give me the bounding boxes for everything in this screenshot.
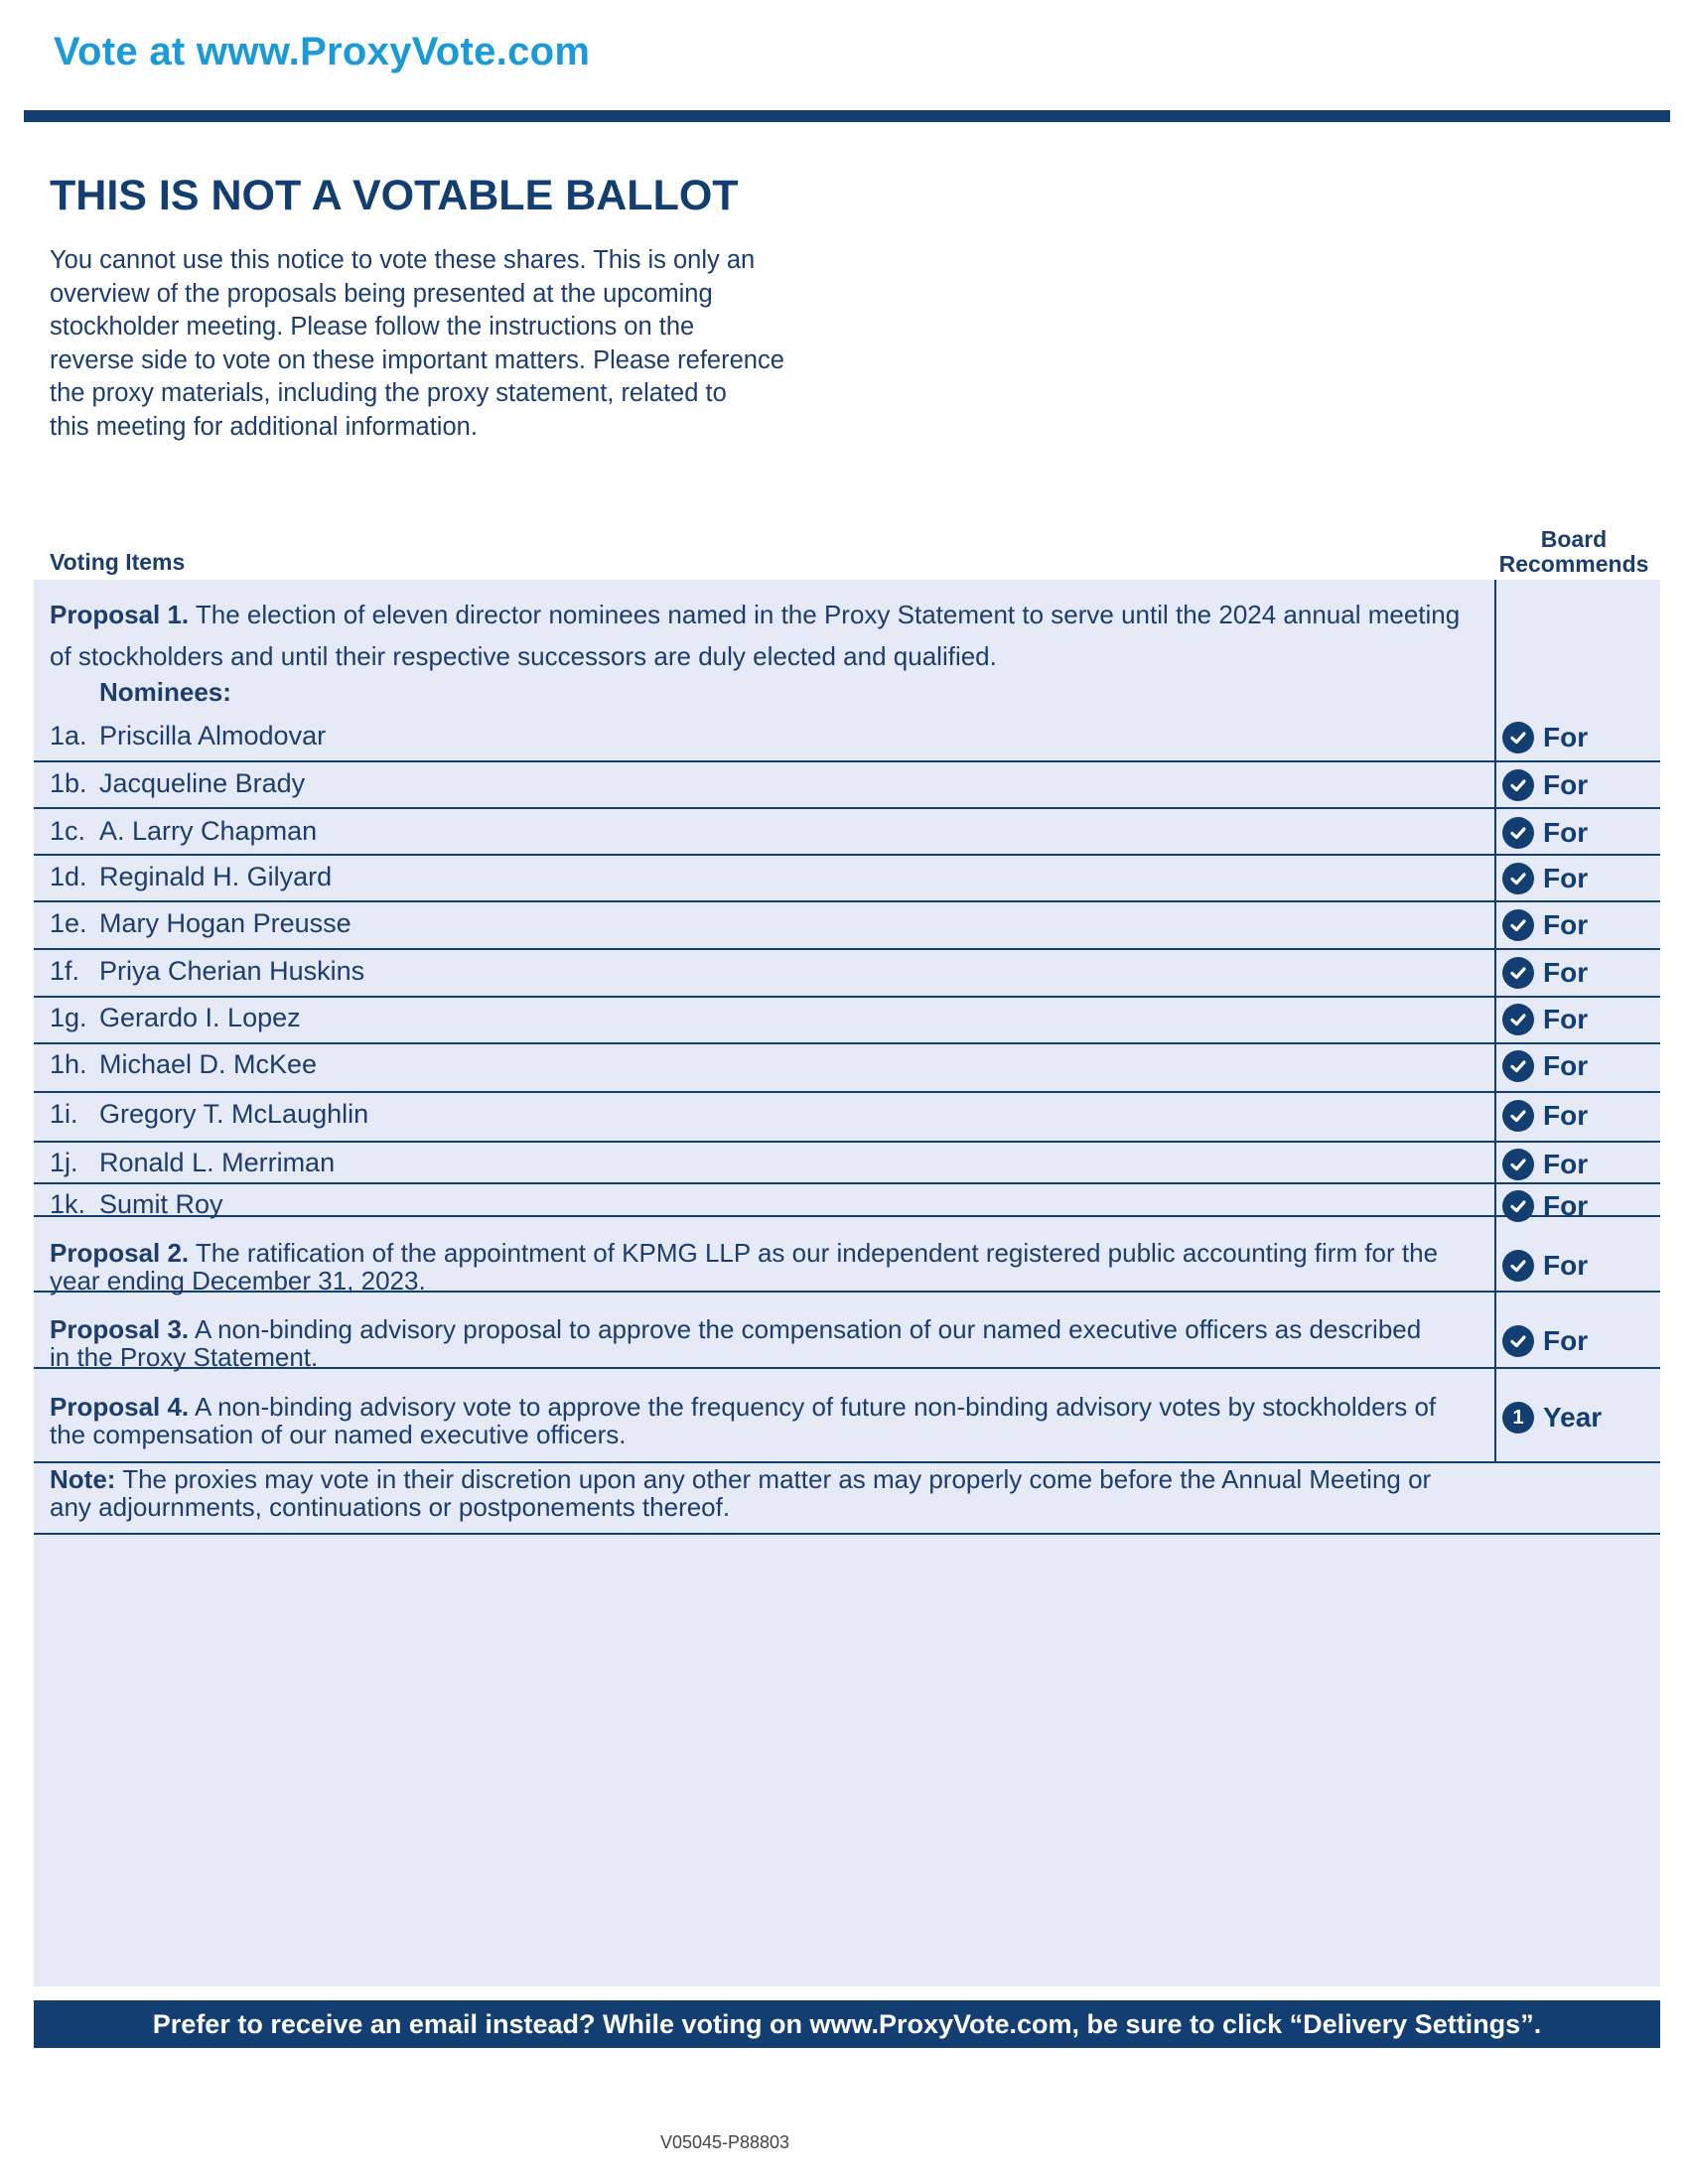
recommendation-label: For: [1543, 817, 1589, 848]
note-line2: any adjournments, continuations or postponements thereof.: [50, 1492, 731, 1522]
nominee-row: [34, 948, 1660, 950]
nominee-recommendation: [1502, 955, 1588, 991]
check-circle-icon: [1502, 1050, 1534, 1082]
document-code: V05045-P88803: [659, 2132, 790, 2152]
proposal-4-recommendation: [1502, 1400, 1602, 1435]
nominee-row: [34, 996, 1660, 998]
proposal-3-label: Proposal 3.: [50, 1314, 190, 1344]
nominee-number: 1k.: [50, 1189, 86, 1219]
proposal-3-line2: in the Proxy Statement.: [50, 1342, 319, 1372]
nominee-recommendation: [1502, 1002, 1588, 1037]
proposal-4-text: [50, 1393, 1489, 1448]
board-recommends-line: Board: [1540, 526, 1608, 552]
proposal-4-line1: A non-binding advisory vote to approve the frequency of future non-binding advisory votes by stockholders of: [189, 1392, 1437, 1422]
nominee-name: A. Larry Chapman: [99, 816, 318, 846]
recommendation-label: Year: [1543, 1402, 1603, 1433]
nominees-label: Nominees:: [99, 677, 231, 707]
nominee-row: [34, 807, 1660, 809]
nominee-recommendation: [1502, 1048, 1588, 1084]
nominee-number: 1f.: [50, 956, 80, 986]
footer-banner: [34, 2000, 1660, 2048]
nominee-recommendation: [1502, 861, 1588, 896]
recommendation-label: For: [1543, 863, 1589, 893]
header-divider: [24, 110, 1670, 122]
recommendation-label: For: [1543, 909, 1589, 940]
intro-line: reverse side to vote on these important matters. Please reference: [50, 345, 784, 374]
intro-line: this meeting for additional information.: [50, 412, 478, 441]
nominee-name: Gregory T. McLaughlin: [99, 1099, 369, 1129]
nominee-row: [34, 1141, 1660, 1143]
recommendation-label: For: [1543, 769, 1589, 800]
nominee-number: 1j.: [50, 1148, 78, 1177]
note-label: Note:: [50, 1464, 116, 1494]
page-title: Vote at www.ProxyVote.com: [54, 30, 591, 73]
nominee-row: [34, 760, 1660, 762]
check-circle-icon: [1502, 817, 1534, 849]
check-circle-icon: [1502, 863, 1534, 894]
intro-line: You cannot use this notice to vote these shares. This is only an: [50, 246, 756, 274]
proposal-4-label: Proposal 4.: [50, 1392, 190, 1422]
check-circle-icon: [1502, 1004, 1534, 1035]
check-circle-icon: [1502, 1100, 1534, 1132]
recommendation-label: For: [1543, 1050, 1589, 1081]
nominee-recommendation: [1502, 720, 1588, 755]
nominee-number: 1a.: [50, 721, 87, 751]
nominee-number: 1b.: [50, 768, 87, 798]
proposal-1-label: Proposal 1.: [50, 600, 190, 629]
nominee-name: Sumit Roy: [99, 1189, 223, 1219]
check-circle-icon: [1502, 722, 1534, 753]
recommendation-label: For: [1543, 1100, 1589, 1131]
nominee-row: [34, 854, 1660, 856]
nominee-recommendation: [1502, 907, 1588, 943]
board-recommends-line: Recommends: [1498, 551, 1649, 577]
recommendation-label: For: [1543, 1190, 1589, 1221]
proposal-2-line2: year ending December 31, 2023.: [50, 1266, 426, 1296]
proposal-3-recommendation: [1502, 1323, 1588, 1359]
nominee-name: Michael D. McKee: [99, 1049, 318, 1079]
nominee-number: 1c.: [50, 816, 86, 846]
nominee-row: [34, 1182, 1660, 1184]
footer-text: Prefer to receive an email instead? While voting on www.ProxyVote.com, be sure to click “Delivery Settings”.: [152, 2008, 1542, 2039]
intro-line: the proxy materials, including the proxy statement, related to: [50, 379, 727, 407]
intro-line: stockholder meeting. Please follow the instructions on the: [50, 313, 695, 341]
recommendation-label: For: [1543, 722, 1589, 752]
proposal-2-recommendation: [1502, 1248, 1588, 1284]
check-circle-icon: [1502, 769, 1534, 801]
check-circle-icon: [1502, 957, 1534, 989]
nominee-row: [34, 1042, 1660, 1044]
recommendation-label: For: [1543, 1325, 1589, 1356]
recommendation-label: For: [1543, 1250, 1589, 1281]
proposal-2-line1: The ratification of the appointment of KPMG LLP as our independent registered public accounting firm for the: [189, 1238, 1439, 1268]
nominee-number: 1e.: [50, 908, 87, 938]
nominee-name: Gerardo I. Lopez: [99, 1003, 301, 1032]
number-one-icon: 1: [1502, 1402, 1534, 1433]
intro-paragraph: [50, 244, 834, 444]
proposal-2-label: Proposal 2.: [50, 1238, 190, 1268]
nominee-recommendation: [1502, 1098, 1588, 1134]
ballot-heading: THIS IS NOT A VOTABLE BALLOT: [50, 172, 739, 219]
note-text: [50, 1465, 1539, 1521]
recommendation-label: For: [1543, 957, 1589, 988]
proposal-3-text: [50, 1315, 1489, 1371]
nominee-row: [34, 900, 1660, 902]
nominee-recommendation: [1502, 1147, 1588, 1182]
nominee-name: Mary Hogan Preusse: [99, 908, 352, 938]
intro-line: overview of the proposals being presented at the upcoming: [50, 279, 713, 308]
nominee-number: 1i.: [50, 1099, 78, 1129]
nominee-name: Priscilla Almodovar: [99, 721, 327, 751]
nominee-recommendation: [1502, 815, 1588, 851]
proposal-1-text: [50, 594, 1484, 677]
nominee-name: Jacqueline Brady: [99, 768, 306, 798]
proposal-3-line1: A non-binding advisory proposal to approve the compensation of our named executive officers as described: [189, 1314, 1422, 1344]
check-circle-icon: [1502, 909, 1534, 941]
nominee-row: [34, 1091, 1660, 1093]
nominee-name: Priya Cherian Huskins: [99, 956, 365, 986]
board-recommends-header: [1494, 527, 1653, 577]
check-circle-icon: [1502, 1325, 1534, 1357]
nominee-recommendation: [1502, 767, 1588, 803]
proposal-4-line2: the compensation of our named executive officers.: [50, 1420, 627, 1449]
nominee-number: 1h.: [50, 1049, 87, 1079]
voting-items-header: Voting Items: [50, 549, 186, 575]
nominee-number: 1g.: [50, 1003, 87, 1032]
recommendation-label: For: [1543, 1004, 1589, 1034]
nominee-name: Ronald L. Merriman: [99, 1148, 336, 1177]
nominee-number: 1d.: [50, 862, 87, 891]
recommendation-label: For: [1543, 1149, 1589, 1179]
check-circle-icon: [1502, 1250, 1534, 1282]
note-line1: The proxies may vote in their discretion upon any other matter as may properly come before the Annual Meeting or: [115, 1464, 1432, 1494]
proposal-2-text: [50, 1239, 1489, 1295]
nominee-name: Reginald H. Gilyard: [99, 862, 333, 891]
check-circle-icon: [1502, 1149, 1534, 1180]
proposal-1-description: The election of eleven director nominees named in the Proxy Statement to serve until the 2024 annual meeting of stockholders and until their respective successors are duly elected and qualified.: [50, 600, 1461, 671]
